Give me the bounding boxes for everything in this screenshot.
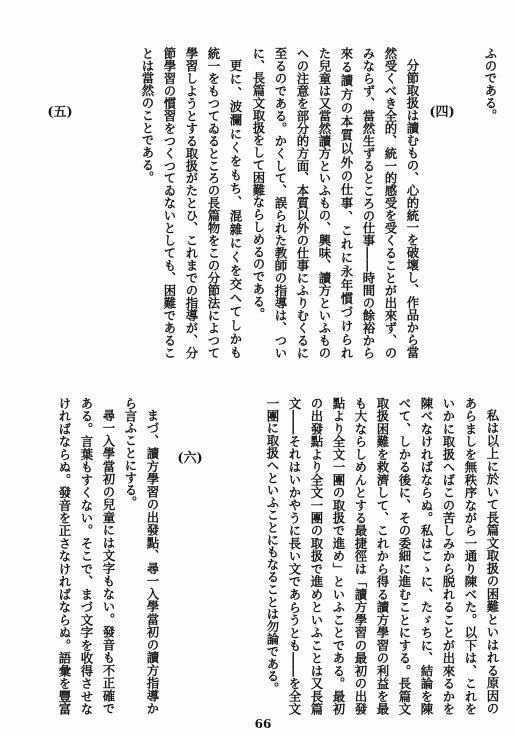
text-line: 分節取扱は讀むもの、心的統一を破壞し、作品から當 bbox=[405, 59, 420, 359]
text-line: まづ、讀方學習の出發點、尋一入學當初の讀方指導か bbox=[145, 409, 160, 715]
text-line-continued: ふのである。 bbox=[483, 47, 498, 122]
text-line: べて、しかる後に、その委細に進むことにする。長篇文 bbox=[397, 397, 412, 715]
page-number: 66 bbox=[254, 717, 272, 731]
text-line: 點より全文一團の取扱で進め」といふことである。最初 bbox=[331, 397, 346, 715]
text-line: 文――それはいかやうに長い文であらうとも――を全文 bbox=[287, 397, 302, 715]
text-line: への注意を部分的方面、本質以外の仕事にふりむくるに bbox=[295, 47, 310, 359]
text-line: 學習しようとする取扱がたとひ、これまでの指導が、分 bbox=[184, 47, 199, 359]
text-line: も大ならしめんとする最捷徑は「讀方學習の最初の出發 bbox=[353, 397, 368, 715]
text-line: みならず、當然生ずるところの仕事――時間の餘裕から bbox=[361, 47, 376, 359]
section-heading-6: (六) bbox=[177, 451, 203, 466]
text-line: 取扱困難を救濟して、これから得る讀方學習の利益を最 bbox=[375, 397, 390, 715]
text-line: に、長篇文取扱をして困難ならしめるのである。 bbox=[251, 47, 266, 320]
text-line: 節學習の慣習をつくつてゐないとしても、困難であるこ bbox=[162, 47, 177, 359]
text-line: 更に、波瀾にくをもち、混雜にくを交へてしかも bbox=[228, 59, 243, 359]
text-line: 至るのである。かくして、誤られた教師の指導は、つい bbox=[273, 47, 288, 359]
text-line: あらましを無秩序ながら一通り陳べた。以下は、これを bbox=[463, 397, 478, 715]
text-line: 尋一入學當初の兒童には文字もない。發音も不正確で bbox=[101, 409, 116, 715]
text-line: 私は以上に於いて長篇文取扱の困難といはれる原因の bbox=[485, 409, 500, 715]
section-heading-5: (五) bbox=[47, 105, 73, 120]
text-line: ければならぬ。發音を正さなければならぬ。語彙を豐富 bbox=[57, 397, 72, 715]
text-line: 來る讀方の本質以外の仕事、これに永年慣づけられ bbox=[339, 47, 354, 359]
text-line: 統一をもつてゐるところの長篇物をこの分節法によつて bbox=[206, 47, 221, 359]
text-line: ら言ふことにする。 bbox=[123, 397, 138, 509]
text-line: 然受くべき全的、統一的感受を受くることが出來ず、の bbox=[383, 47, 398, 359]
text-line: いかに取扱へばこの苦しみから脱れることが出來るかを bbox=[441, 397, 456, 715]
text-line: の出發點より全文一團の取扱で進めといふことは又長篇 bbox=[309, 397, 324, 715]
text-line: た兒童は又當然讀方といふもの、興味、讀方といふもの bbox=[317, 47, 332, 359]
text-line: 陳べなければならぬ。私はこゝに、たゞちに、結論を陳 bbox=[419, 397, 434, 715]
text-line: ある。言葉もすくない。そこで、まづ文字を收得させな bbox=[79, 397, 94, 715]
text-line: 一團に取扱へといふことにもなることは勿論である。 bbox=[265, 397, 280, 695]
section-heading-4: (四) bbox=[429, 105, 455, 120]
text-line: とは當然のことである。 bbox=[140, 47, 155, 184]
